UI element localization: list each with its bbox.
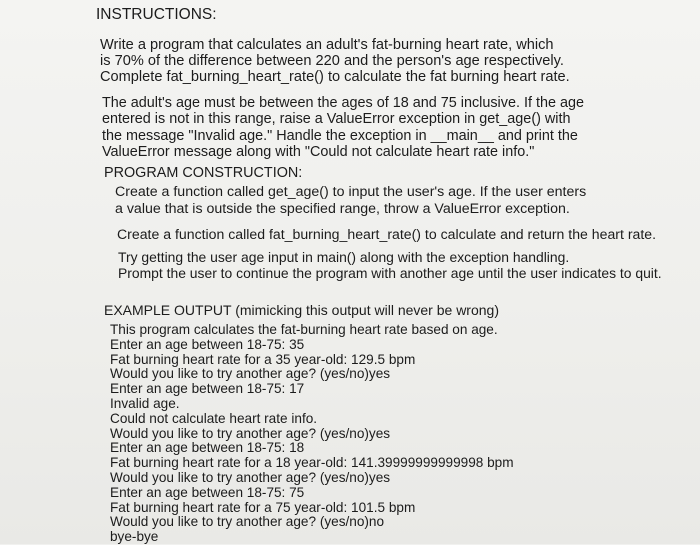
- text-line: Create a function called get_age() to input the user's age. If the user enters: [115, 184, 587, 200]
- output-line: Would you like to try another age? (yes/no)no: [110, 514, 385, 530]
- output-line: Could not calculate heart rate info.: [110, 410, 318, 426]
- text-line: The adult's age must be between the ages of 18 and 75 inclusive. If the age: [102, 95, 584, 111]
- text-line: Write a program that calculates an adult's fat-burning heart rate, which: [100, 37, 554, 53]
- text-line: Try getting the user age input in main() along with the exception handling.: [118, 249, 570, 265]
- output-line: Would you like to try another age? (yes/no)yes: [110, 469, 391, 485]
- program-construction-heading: PROGRAM CONSTRUCTION:: [104, 165, 303, 181]
- example-output-heading: EXAMPLE OUTPUT (mimicking this output will never be wrong): [104, 302, 499, 318]
- text-line: Prompt the user to continue the program with another age until the user indicates to quit.: [118, 264, 662, 281]
- text-line: is 70% of the difference between 220 and the person's age respectively.: [100, 53, 564, 70]
- construction-step-get-age: [115, 184, 586, 218]
- text-line: the message "Invalid age." Handle the exception in __main__ and print the: [102, 127, 578, 144]
- output-line: Would you like to try another age? (yes/no)yes: [110, 366, 391, 382]
- instructions-heading: INSTRUCTIONS:: [96, 6, 217, 23]
- output-line: Would you like to try another age? (yes/no)yes: [110, 425, 391, 441]
- text-line: Complete fat_burning_heart_rate() to calculate the fat burning heart rate.: [100, 69, 570, 86]
- text-line: entered is not in this range, raise a ValueError exception in get_age() with: [102, 111, 571, 128]
- construction-step-heart-rate: [117, 226, 656, 243]
- text-line: Create a function called fat_burning_heart_rate() to calculate and return the heart rate.: [117, 226, 657, 242]
- output-line: Enter an age between 18-75: 18: [110, 440, 305, 456]
- output-line: bye-bye: [110, 529, 159, 545]
- output-line: Fat burning heart rate for a 18 year-old: 141.39999999999998 bpm: [110, 455, 514, 471]
- output-line: Enter an age between 18-75: 35: [110, 336, 305, 352]
- example-output-block: [110, 323, 514, 545]
- output-line: Invalid age.: [110, 395, 180, 411]
- output-line: Enter an age between 18-75: 17: [110, 381, 305, 397]
- output-line: Enter an age between 18-75: 75: [110, 484, 305, 500]
- age-rules-paragraph: [102, 95, 584, 161]
- intro-paragraph: [100, 37, 570, 86]
- output-line: Fat burning heart rate for a 75 year-old: 101.5 bpm: [110, 499, 416, 515]
- construction-step-main-loop: [118, 250, 662, 281]
- output-line: This program calculates the fat-burning heart rate based on age.: [110, 322, 498, 337]
- text-line: ValueError message along with "Could not calculate heart rate info.": [102, 144, 535, 161]
- output-line: Fat burning heart rate for a 35 year-old: 129.5 bpm: [110, 351, 416, 367]
- text-line: a value that is outside the specified range, throw a ValueError exception.: [115, 201, 570, 217]
